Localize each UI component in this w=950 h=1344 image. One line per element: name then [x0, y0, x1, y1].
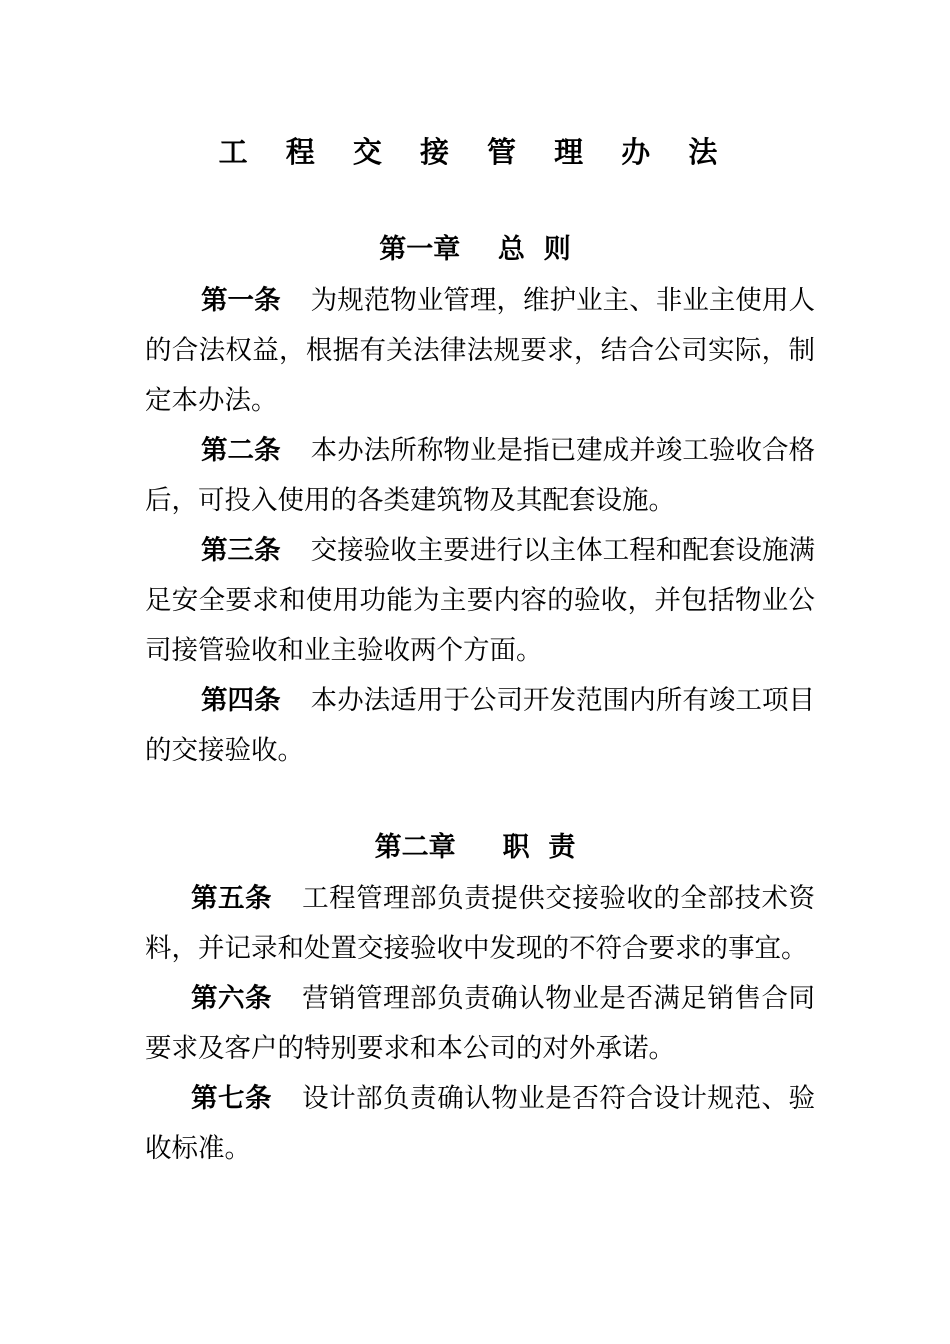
article-text: 工程管理部负责提供交接验收的全部技术资料，并记录和处置交接验收中发现的不符合要求的事宜。 [145, 883, 816, 964]
article-number: 第二条 [201, 435, 281, 466]
article-3 [145, 526, 815, 676]
chapter-2-body [145, 874, 815, 1174]
article-number: 第一条 [201, 285, 281, 316]
chapter-1-body [145, 276, 815, 776]
article-number: 第六条 [191, 983, 273, 1014]
article-6 [145, 974, 815, 1074]
article-text: 本办法所称物业是指已建成并竣工验收合格后，可投入使用的各类建筑物及其配套设施。 [145, 435, 816, 516]
article-number: 第七条 [191, 1083, 273, 1114]
chapter-heading-2: 第二章 职 责 [374, 832, 576, 863]
article-text: 本办法适用于公司开发范围内所有竣工项目的交接验收。 [145, 685, 816, 766]
article-7 [145, 1074, 815, 1174]
article-2 [145, 426, 815, 526]
article-text: 交接验收主要进行以主体工程和配套设施满足安全要求和使用功能为主要内容的验收，并包括物业公司接管验收和业主验收两个方面。 [145, 535, 816, 666]
article-text: 营销管理部负责确认物业是否满足销售合同要求及客户的特别要求和本公司的对外承诺。 [145, 983, 816, 1064]
article-text: 设计部负责确认物业是否符合设计规范、验收标准。 [145, 1083, 816, 1164]
article-4 [145, 676, 815, 776]
article-number: 第四条 [201, 685, 281, 716]
article-1 [145, 276, 815, 426]
article-5 [145, 874, 815, 974]
article-number: 第三条 [201, 535, 281, 566]
chapter-heading-1: 第一章 总 则 [379, 234, 571, 265]
article-number: 第五条 [191, 883, 273, 914]
article-text: 为规范物业管理，维护业主、非业主使用人的合法权益，根据有关法律法规要求，结合公司实际，制定本办法。 [145, 285, 816, 416]
document-title: 工 程 交 接 管 理 办 法 [218, 135, 732, 169]
